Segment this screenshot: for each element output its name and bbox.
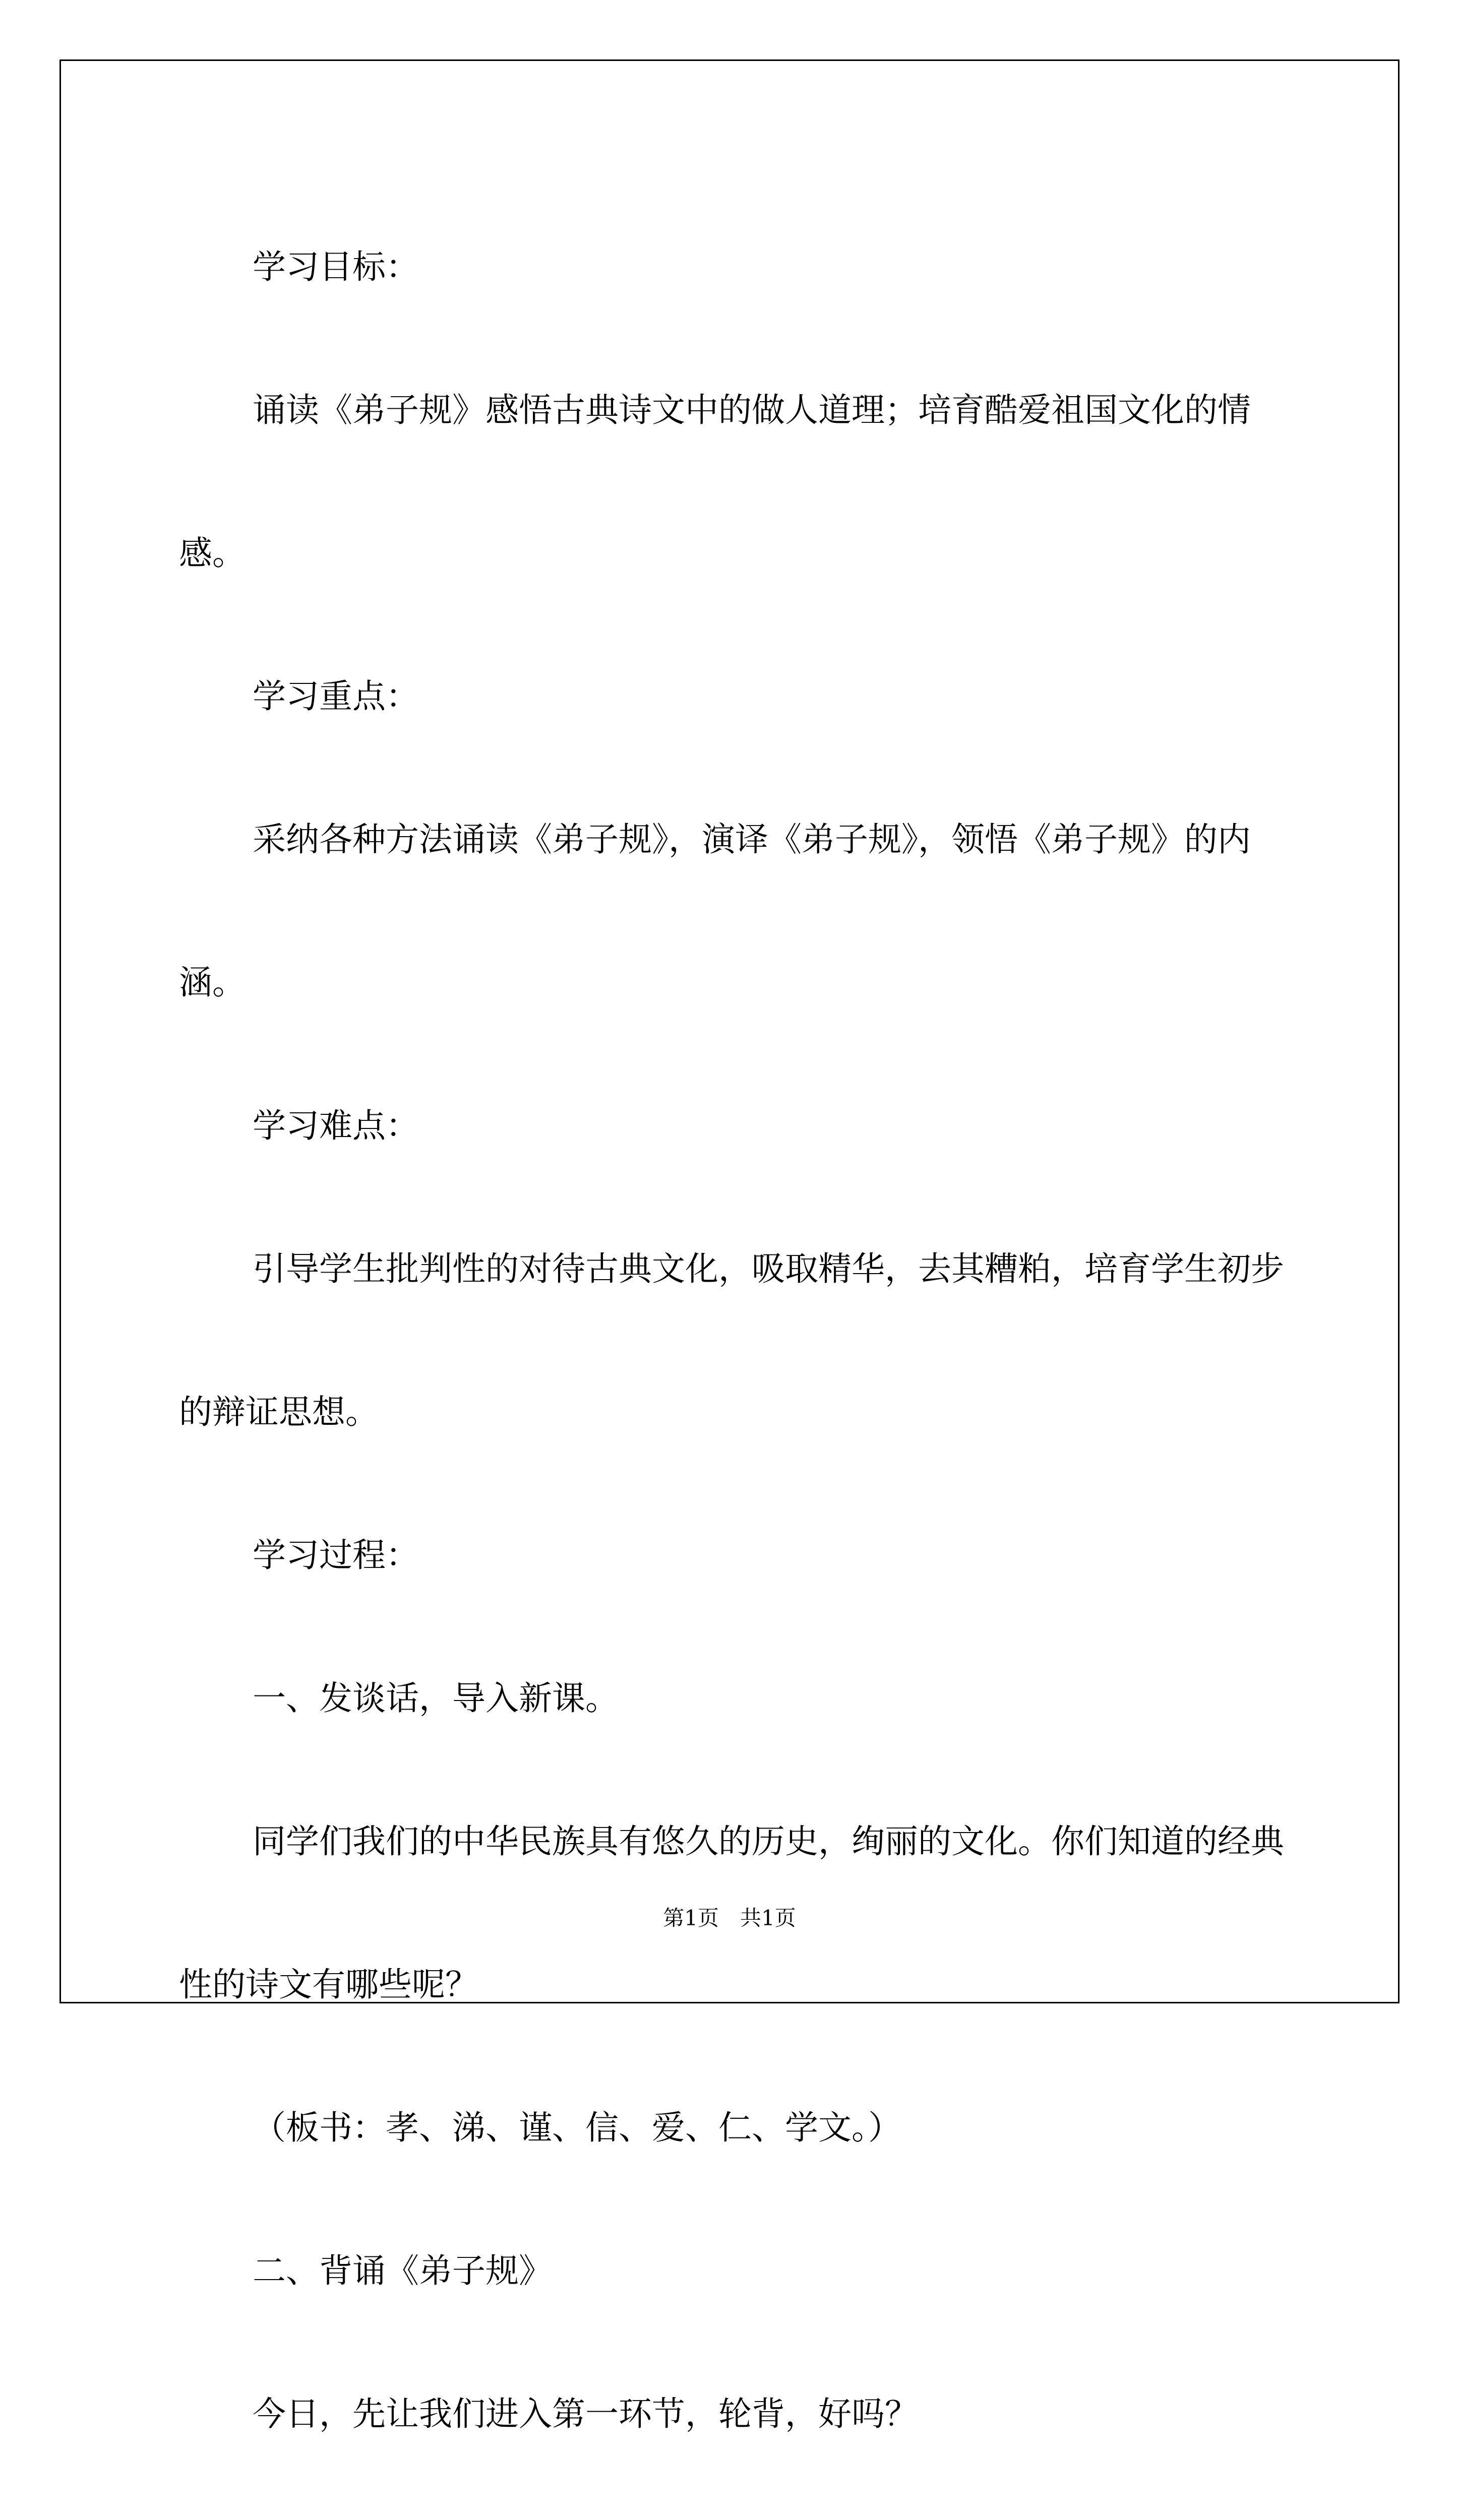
- paragraph-key-points: 采纳各种方法诵读《弟子规》，演译《弟子规》，领悟《弟子规》的内涵。: [179, 820, 1251, 1002]
- heading-learning-goals: 学习目标：: [253, 247, 419, 286]
- document-body: [179, 196, 1288, 2520]
- heading-difficulties: 学习难点：: [253, 1106, 419, 1145]
- heading-process: 学习过程：: [253, 1536, 419, 1574]
- paragraph-goals: 诵读《弟子规》感悟古典诗文中的做人道理；培育酷爱祖国文化的情感。: [179, 391, 1251, 573]
- paragraph-today: 今日，先让我们进入第一环节，轮背，好吗？: [253, 2395, 918, 2433]
- paragraph-difficulties: 引导学生批判性的对待古典文化，吸取精华，去其糟粕，培育学生初步的辩证思想。: [179, 1249, 1284, 1431]
- page-number: 第1页 共1页: [663, 1906, 796, 1930]
- paragraph-intro: 同学们我们的中华民族具有悠久的历史，绚丽的文化。你们知道的经典性的诗文有哪些呢？: [179, 1822, 1284, 2004]
- paragraph-blackboard: （板书：孝、涕、谨、信、爱、仁、学文。）: [253, 2108, 901, 2147]
- item-one: [179, 2486, 1288, 2520]
- step-two: 二、背诵《弟子规》: [253, 2251, 552, 2290]
- step-one: 一、发谈话，导入新课。: [253, 1679, 619, 1718]
- heading-key-points: 学习重点：: [253, 677, 419, 716]
